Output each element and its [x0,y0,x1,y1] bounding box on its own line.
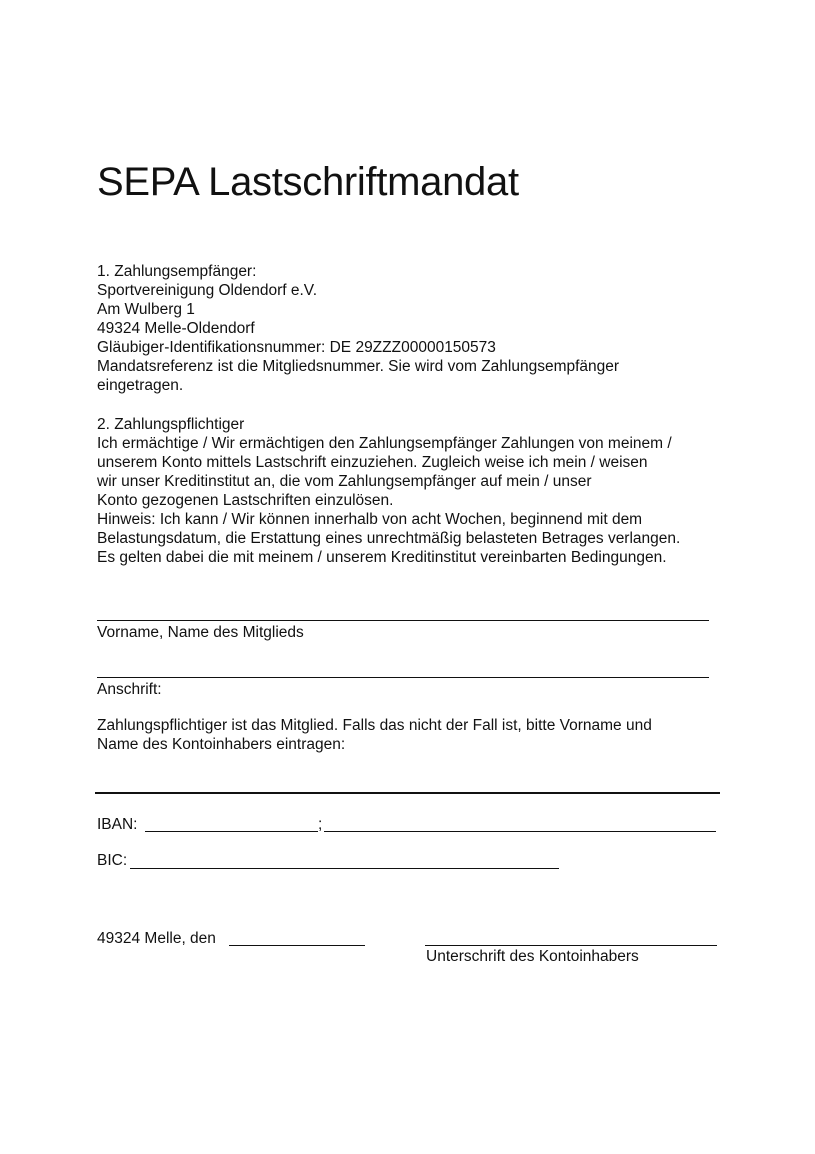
payee-section [97,262,619,395]
payee-heading: 1. Zahlungsempfänger: [97,263,257,280]
account-holder-name-line[interactable] [95,792,720,794]
iban-input-line-2[interactable] [324,831,716,832]
creditor-id: Gläubiger-Identifikationsnummer: DE 29ZZZ00000150573 [97,339,496,356]
mandate-reference-line-2: eingetragen. [97,377,184,394]
mandate-reference-line-1: Mandatsreferenz ist die Mitgliedsnummer. Sie wird vom Zahlungsempfänger [97,358,620,375]
signature-line[interactable] [425,945,717,946]
notice-text-line-2: Belastungsdatum, die Erstattung eines unrechtmäßig belasteten Betrages verlangen. [97,530,681,547]
authorization-text-line-4: Konto gezogenen Lastschriften einzulösen. [97,492,394,509]
notice-text-line-1: Hinweis: Ich kann / Wir können innerhalb von acht Wochen, beginnend mit dem [97,511,643,528]
bic-input-line[interactable] [130,868,559,869]
payee-street: Am Wulberg 1 [97,301,195,318]
account-holder-note-line-2: Name des Kontoinhabers eintragen: [97,736,346,753]
address-label: Anschrift: [97,681,162,698]
iban-input-line-1[interactable] [145,831,318,832]
place-date-label: 49324 Melle, den [97,930,216,947]
payer-section [97,415,680,567]
address-line[interactable] [97,677,709,678]
account-holder-note [97,716,652,754]
notice-text-line-3: Es gelten dabei die mit meinem / unserem Kreditinstitut vereinbarten Bedingungen. [97,549,667,566]
payee-city: 49324 Melle-Oldendorf [97,320,255,337]
signature-label: Unterschrift des Kontoinhabers [426,948,639,965]
document-title: SEPA Lastschriftmandat [97,160,519,204]
payee-name: Sportvereinigung Oldendorf e.V. [97,282,318,299]
payer-heading: 2. Zahlungspflichtiger [97,416,245,433]
account-holder-note-line-1: Zahlungspflichtiger ist das Mitglied. Falls das nicht der Fall ist, bitte Vorname und [97,717,652,734]
authorization-text-line-3: wir unser Kreditinstitut an, die vom Zahlungsempfänger auf mein / unser [97,473,592,490]
authorization-text-line-1: Ich ermächtige / Wir ermächtigen den Zahlungsempfänger Zahlungen von meinem / [97,435,672,452]
member-name-label: Vorname, Name des Mitglieds [97,624,304,641]
date-input-line[interactable] [229,945,365,946]
bic-label: BIC: [97,852,128,869]
member-name-line[interactable] [97,620,709,621]
authorization-text-line-2: unserem Konto mittels Lastschrift einzuziehen. Zugleich weise ich mein / weisen [97,454,648,471]
iban-separator: ; [318,816,323,833]
iban-label: IBAN: [97,816,138,833]
